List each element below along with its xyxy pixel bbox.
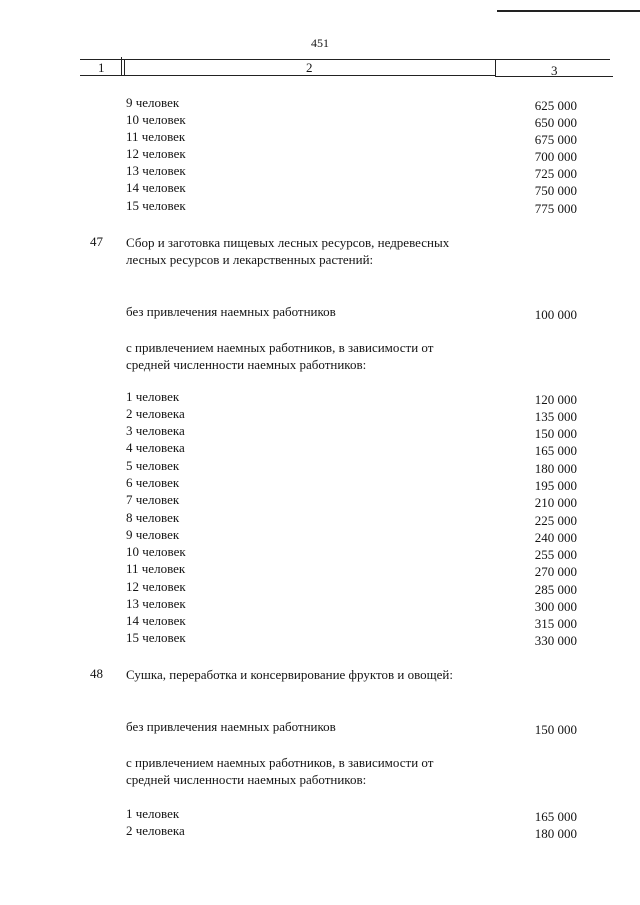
table-row: 15 человек 775 000 [126, 198, 577, 216]
table-row: 10 человек 255 000 [126, 544, 577, 562]
table-row: 12 человек 700 000 [126, 146, 577, 164]
table-row: 3 человека 150 000 [126, 423, 577, 441]
table-row: 11 человек 675 000 [126, 129, 577, 147]
table-row: 9 человек 625 000 [126, 95, 577, 113]
column-header-1: 1 [98, 60, 105, 75]
table-row: 13 человек 725 000 [126, 163, 577, 181]
table-row: 1 человек 165 000 [126, 806, 577, 824]
section-48-title: Сушка, переработка и консервирование фруктов и овощей: [126, 667, 453, 682]
table-row: 8 человек 225 000 [126, 510, 577, 528]
column-header-3: 3 [551, 63, 558, 78]
table-row: 14 человек 315 000 [126, 613, 577, 631]
table-row: 12 человек 285 000 [126, 579, 577, 597]
page-number: 451 [311, 36, 329, 50]
column-header-2: 2 [306, 60, 313, 75]
table-row: 13 человек 300 000 [126, 596, 577, 614]
table-row: 4 человека 165 000 [126, 440, 577, 458]
section-number-47: 47 [90, 234, 103, 249]
with-hired-label: с привлечением наемных работников, в зависимости от средней численности наемных работников: [126, 755, 434, 787]
table-row: 2 человека 180 000 [126, 823, 577, 841]
with-hired-label: с привлечением наемных работников, в зависимости от средней численности наемных работников: [126, 340, 434, 372]
section-47-title: Сбор и заготовка пищевых лесных ресурсов, недревесных лесных ресурсов и лекарственных растений: [126, 235, 450, 267]
table-row: 7 человек 210 000 [126, 492, 577, 510]
table-row: 14 человек 750 000 [126, 180, 577, 198]
corner-line [497, 10, 640, 12]
section-number-48: 48 [90, 666, 103, 681]
table-row: 9 человек 240 000 [126, 527, 577, 545]
table-row: 11 человек 270 000 [126, 561, 577, 579]
table-row: 5 человек 180 000 [126, 458, 577, 476]
table-row: 2 человека 135 000 [126, 406, 577, 424]
table-row: 15 человек 330 000 [126, 630, 577, 648]
table-row: 6 человек 195 000 [126, 475, 577, 493]
row-without-hired: без привлечения наемных работников 150 000 [126, 719, 577, 737]
row-without-hired: без привлечения наемных работников 100 000 [126, 304, 577, 322]
table-row: 10 человек 650 000 [126, 112, 577, 130]
table-row: 1 человек 120 000 [126, 389, 577, 407]
